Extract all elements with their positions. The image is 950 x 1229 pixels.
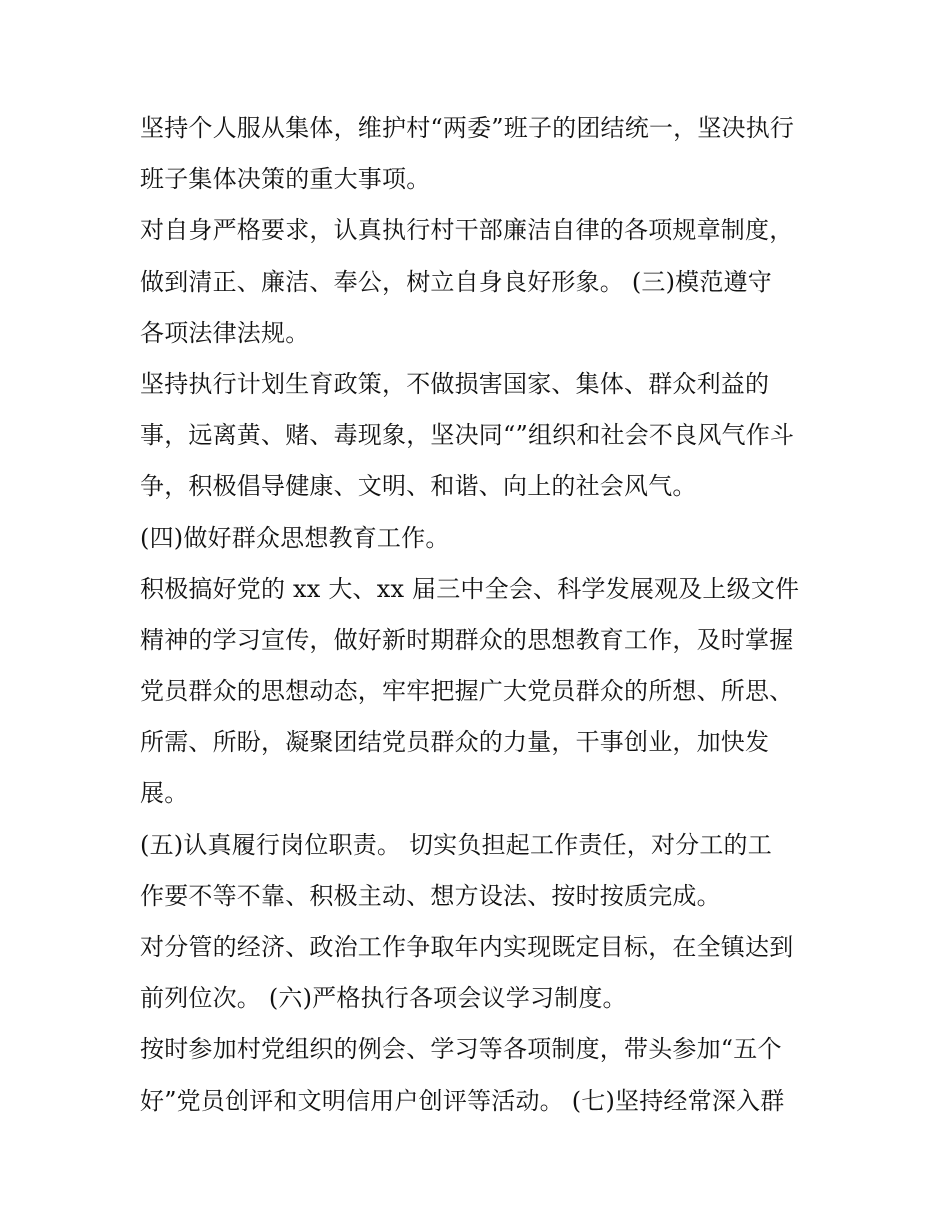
text-line: 做到清正、廉洁、奉公，树立自身良好形象。 (三)模范遵守 bbox=[140, 267, 772, 296]
text-line: 各项法律法规。 bbox=[140, 318, 310, 347]
text-line: 对自身严格要求，认真执行村干部廉洁自律的各项规章制度， bbox=[140, 216, 794, 245]
text-line: 作要不等不靠、积极主动、想方设法、按时按质完成。 bbox=[140, 881, 721, 910]
body-text bbox=[140, 103, 820, 1127]
text-line: 事，远离黄、赌、毒现象，坚决同“”组织和社会不良风气作斗 bbox=[140, 421, 795, 450]
text-line: 好”党员创评和文明信用户创评等活动。 (七)坚持经常深入群 bbox=[140, 1086, 785, 1115]
text-line: 积极搞好党的 xx 大、xx 届三中全会、科学发展观及上级文件 bbox=[140, 574, 800, 603]
text-line: 精神的学习宣传，做好新时期群众的思想教育工作，及时掌握 bbox=[140, 625, 794, 654]
section-heading-line: (五)认真履行岗位职责。 切实负担起工作责任，对分工的工 bbox=[140, 830, 772, 859]
text-line: 坚持执行计划生育政策，不做损害国家、集体、群众利益的 bbox=[140, 369, 770, 398]
text-line: 展。 bbox=[140, 779, 189, 808]
section-heading-line: (四)做好群众思想教育工作。 bbox=[140, 523, 450, 552]
text-line: 对分管的经济、政治工作争取年内实现既定目标，在全镇达到 bbox=[140, 933, 794, 961]
text-line: 争，积极倡导健康、文明、和谐、向上的社会风气。 bbox=[140, 472, 697, 501]
text-line: 班子集体决策的重大事项。 bbox=[140, 165, 431, 194]
text-line: 党员群众的思想动态，牢牢把握广大党员群众的所想、所思、 bbox=[140, 677, 794, 706]
text-line: 所需、所盼，凝聚团结党员群众的力量，干事创业，加快发 bbox=[140, 728, 770, 757]
text-line: 坚持个人服从集体，维护村“两委”班子的团结统一，坚决执行 bbox=[140, 114, 795, 142]
text-line: 按时参加村党组织的例会、学习等各项制度，带头参加“五个 bbox=[140, 1035, 782, 1064]
text-line: 前列位次。 (六)严格执行各项会议学习制度。 bbox=[140, 984, 627, 1013]
